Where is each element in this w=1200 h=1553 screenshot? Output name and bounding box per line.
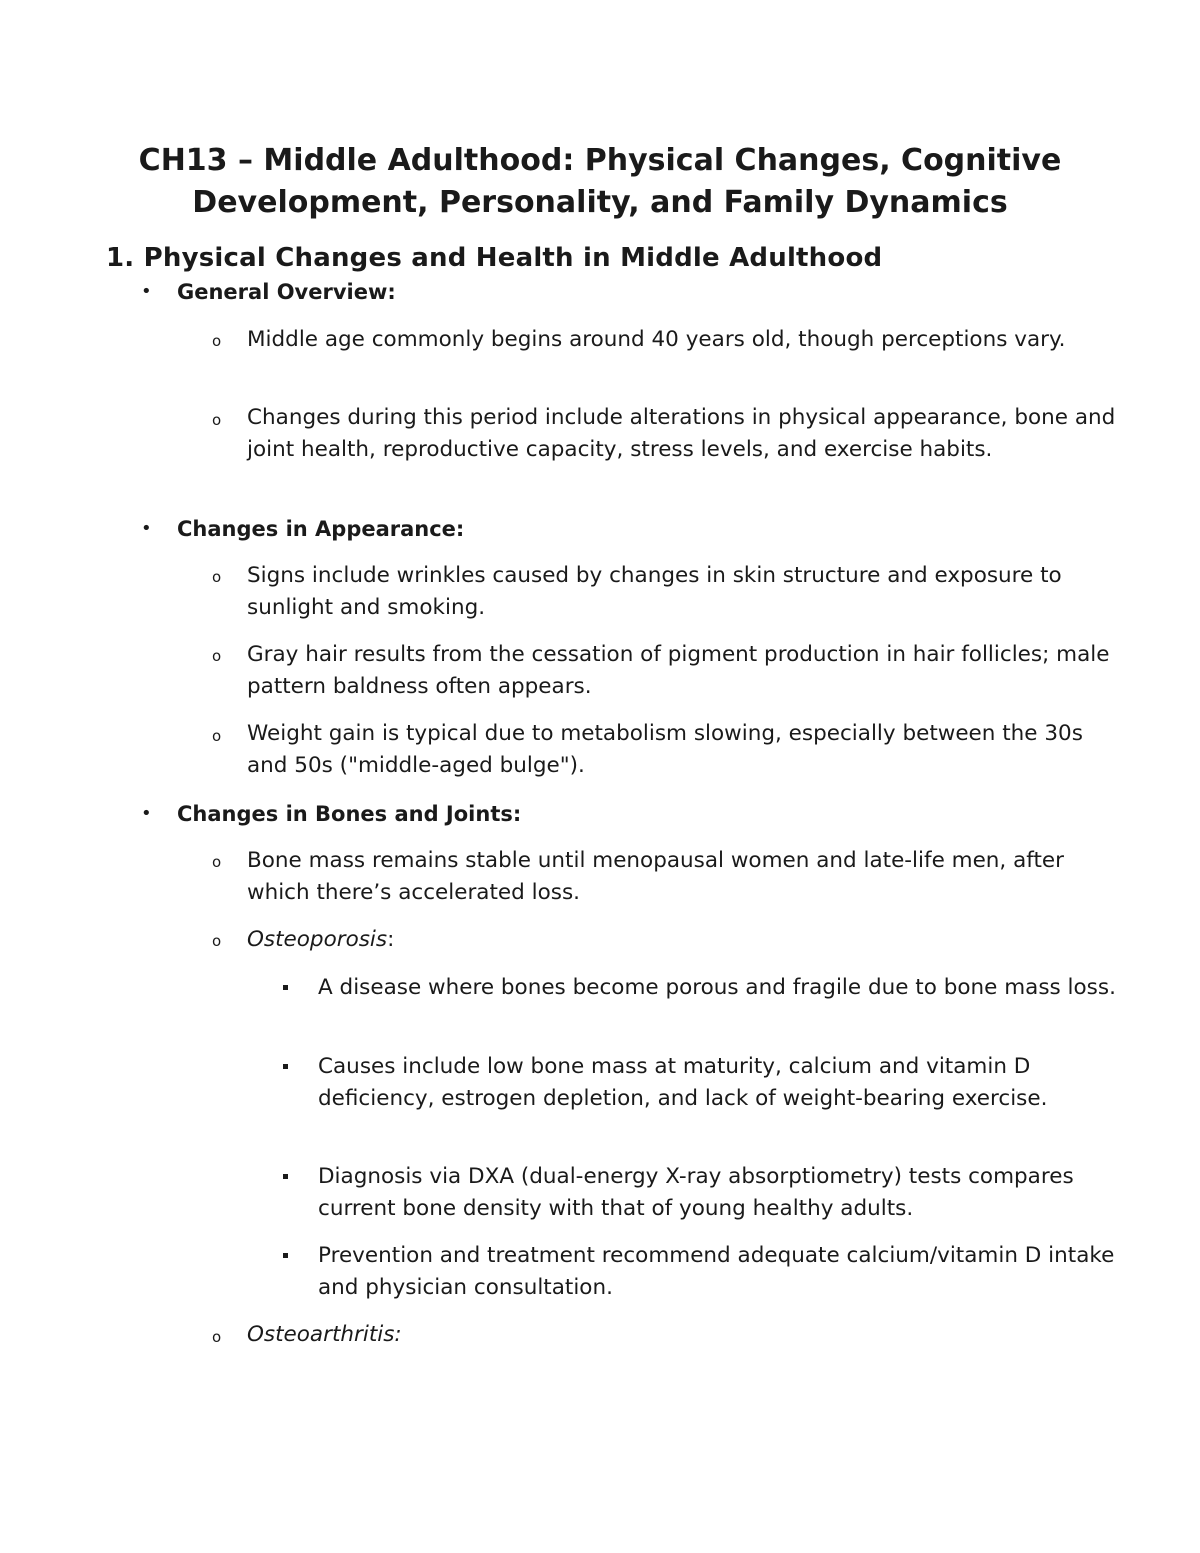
bullet-marker: • — [141, 803, 152, 824]
osteoporosis-detail-3: Diagnosis via DXA (dual-energy X-ray absorptiometry) tests compares current bone density with that of young healthy adults. — [318, 1164, 1074, 1221]
document-title — [60, 140, 1140, 224]
overview-item-2: Changes during this period include alterations in physical appearance, bone and joint health, reproductive capacity, stress levels, and exercise habits. — [247, 405, 1116, 462]
appearance-item-2: Gray hair results from the cessation of pigment production in hair follicles; male pattern baldness often appears. — [247, 642, 1110, 699]
square-bullet-marker — [283, 1064, 288, 1069]
bullet-marker: • — [141, 518, 152, 539]
bones-heading: Changes in Bones and Joints: — [177, 802, 522, 826]
osteoarthritis-item: Osteoarthritis: — [247, 1322, 402, 1347]
osteoporosis-item — [247, 924, 1117, 956]
square-bullet-marker — [283, 1174, 288, 1179]
osteoporosis-detail-4: Prevention and treatment recommend adequate calcium/vitamin D intake and physician consultation. — [318, 1243, 1115, 1300]
appearance-heading: Changes in Appearance: — [177, 517, 465, 541]
sub-bullet-marker: o — [212, 647, 222, 665]
overview-item-1: Middle age commonly begins around 40 years old, though perceptions vary. — [247, 327, 1066, 352]
sub-bullet-marker: o — [212, 411, 222, 429]
sub-bullet-marker: o — [212, 727, 222, 745]
square-bullet-marker — [283, 1253, 288, 1258]
square-bullet-marker — [283, 985, 288, 990]
sub-bullet-marker: o — [212, 568, 222, 586]
section-heading: 1. Physical Changes and Health in Middle Adulthood — [106, 243, 883, 273]
bones-item-1: Bone mass remains stable until menopausal women and late-life men, after which there’s accelerated loss. — [247, 848, 1064, 905]
appearance-item-1: Signs include wrinkles caused by changes in skin structure and exposure to sunlight and smoking. — [247, 563, 1062, 620]
osteoporosis-label: Osteoporosis — [247, 927, 388, 952]
sub-bullet-marker: o — [212, 1328, 222, 1346]
osteoporosis-detail-1: A disease where bones become porous and fragile due to bone mass loss. — [318, 975, 1116, 1000]
sub-bullet-marker: o — [212, 932, 222, 950]
osteoporosis-detail-2: Causes include low bone mass at maturity, calcium and vitamin D deficiency, estrogen depletion, and lack of weight-bearing exercise. — [318, 1054, 1048, 1111]
appearance-item-3: Weight gain is typical due to metabolism slowing, especially between the 30s and 50s ("middle-aged bulge"). — [247, 721, 1083, 778]
bullet-marker: • — [141, 281, 152, 302]
title-line-2: Development, Personality, and Family Dynamics — [192, 185, 1008, 220]
general-overview-heading: General Overview: — [177, 280, 396, 304]
osteoporosis-colon: : — [387, 927, 395, 952]
title-line-1: CH13 – Middle Adulthood: Physical Changes, Cognitive — [138, 143, 1062, 178]
sub-bullet-marker: o — [212, 853, 222, 871]
sub-bullet-marker: o — [212, 332, 222, 350]
